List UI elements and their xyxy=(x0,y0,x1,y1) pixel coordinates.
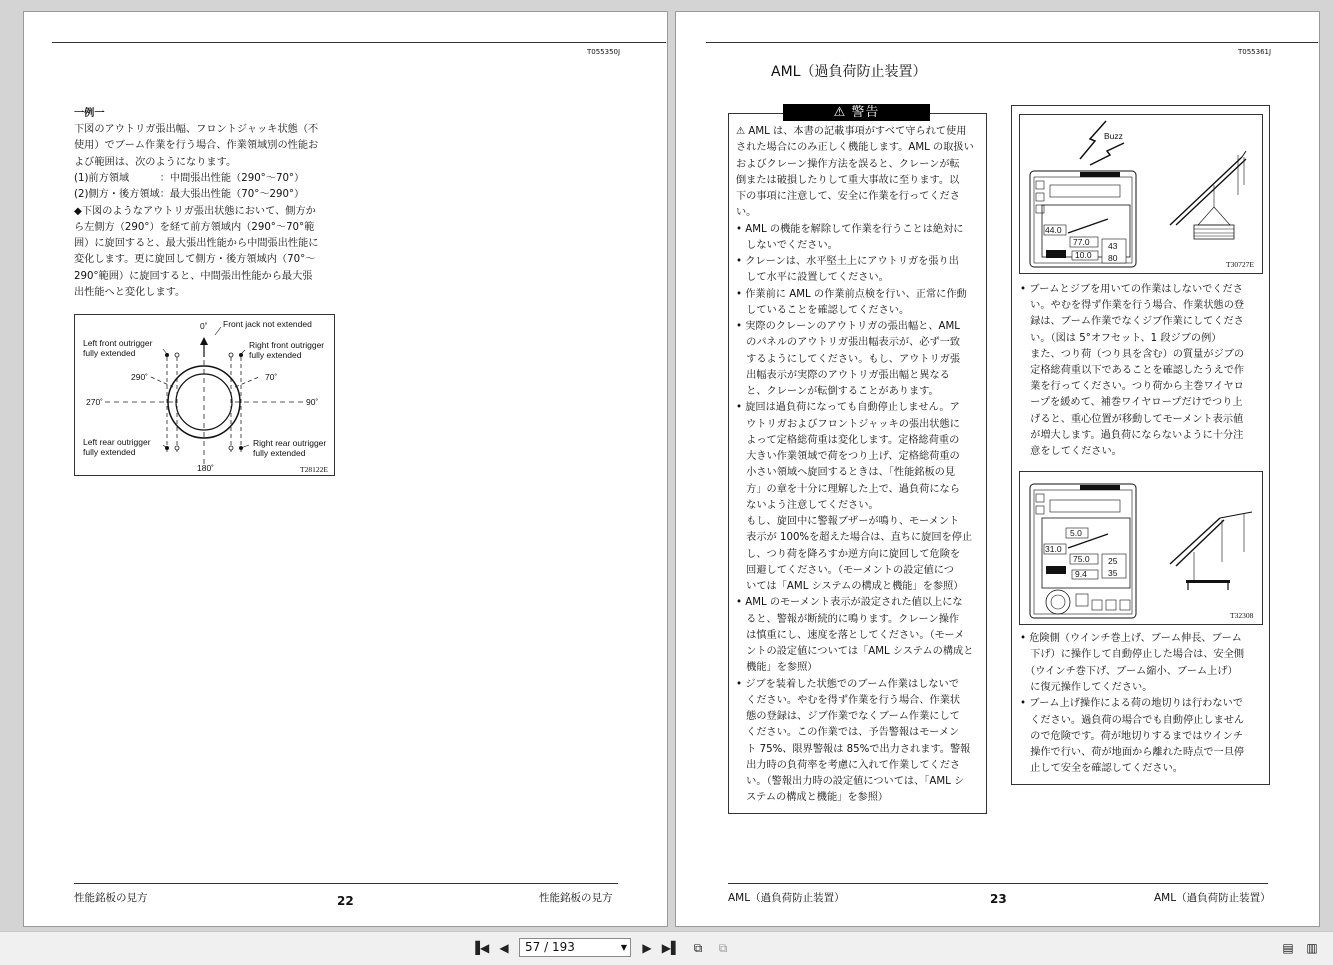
footer-right: AML（過負荷防止装置） xyxy=(1154,892,1271,904)
text-line: 録は、ブーム作業でなくジブ作業にしてくださ xyxy=(1020,316,1244,328)
page-title: AML（過負荷防止装置） xyxy=(771,64,927,80)
text-line: しないでください。 xyxy=(736,239,838,251)
text-line: • 旋回は過負荷になっても自動停止しません。ア xyxy=(736,402,960,414)
text-line: に復元操作してください。 xyxy=(1020,681,1153,693)
right-front-outrigger-label-2: fully extended xyxy=(249,350,302,360)
text-line: 出幅表示が実際のアウトリガ張出幅と異なる xyxy=(736,369,950,381)
text-line: していることを確認してください。 xyxy=(736,304,910,316)
text-line: およびクレーン操作方法を誤ると、クレーンが転 xyxy=(736,158,960,170)
text-line: 下の事項に注意して、安全に作業を行ってくださ xyxy=(736,191,960,202)
display-value: 25 xyxy=(1108,556,1118,566)
page-number: 23 xyxy=(990,892,1007,906)
text-line: のパネルのアウトリガ張出幅表示が、必ず一致 xyxy=(736,337,961,349)
left-front-outrigger-label-2: fully extended xyxy=(83,348,136,358)
text-line: よって定格総荷重は変化します。定格総荷重の xyxy=(736,434,960,446)
display-value: 75.0 xyxy=(1073,554,1090,564)
text-line: 定格総荷重以下であることを確認したうえで作 xyxy=(1020,365,1245,376)
left-page xyxy=(23,11,668,927)
doc-id: T055361J xyxy=(1238,48,1272,56)
text-line: • 作業前に AML の作業前点検を行い、正常に作動 xyxy=(736,288,967,300)
footer-rule xyxy=(74,883,618,884)
text-line: ので危険です。荷が地切りするまではウインチ xyxy=(1020,730,1244,742)
page-number: 22 xyxy=(337,894,354,908)
footer-left: 性能銘板の見方 xyxy=(74,892,148,904)
outrigger-diagram xyxy=(75,315,334,475)
text-line: ◆下図のようなアウトリガ張出状態において、側方か xyxy=(74,205,316,217)
single-page-view-icon[interactable]: ▤ xyxy=(1282,941,1294,955)
prev-page-icon[interactable]: ◀ xyxy=(499,941,509,955)
text-line: • ジブを装着した状態でのブーム作業はしないで xyxy=(736,678,959,690)
left-front-outrigger-label-1: Left front outrigger xyxy=(83,338,153,348)
text-line: • 危険側（ウインチ巻上げ、ブーム伸長、ブーム xyxy=(1020,633,1242,644)
text-line: して水平に設置してください。 xyxy=(736,272,889,284)
text-line: は慎重にし、速度を落としてください。（モーメ xyxy=(736,629,965,641)
text-line: もし、旋回中に警報ブザーが鳴り、モーメント xyxy=(736,516,960,527)
display-value: 10.0 xyxy=(1075,250,1092,260)
text-line: (2)側方・後方領域：最大張出性能（70°～290°） xyxy=(74,189,305,201)
warning-banner: ⚠ 警告 xyxy=(783,104,930,121)
header-rule xyxy=(706,42,1318,43)
text-line: • ブーム上げ操作による荷の地切りは行わないで xyxy=(1020,698,1243,710)
text-line: ら左側方（290°）を経て前方領域内（290°～70°範 xyxy=(74,221,315,233)
text-line: 変化します。更に旋回して側方・後方領域内（70°～ xyxy=(74,254,316,266)
text-line: 小さい領域へ旋回するときは、「性能銘板の見 xyxy=(736,467,956,479)
text-line: ると、警報が断続的に鳴ります。クレーン操作 xyxy=(736,613,960,625)
display-value: 31.0 xyxy=(1045,544,1062,554)
text-line: が増大します。過負荷にならないように十分注 xyxy=(1020,429,1244,441)
display-value: 80 xyxy=(1108,253,1118,263)
text-line: • ブームとジブを用いての作業はしないでくださ xyxy=(1020,284,1243,295)
text-line: • AML のモーメント表示が設定された値以上にな xyxy=(736,597,963,609)
first-page-icon[interactable]: ▐◀ xyxy=(470,941,490,955)
text-line: ウトリガおよびフロントジャッキの張出状態に xyxy=(736,418,960,430)
text-line: また、つり荷（つり具を含む）の質量がジブの xyxy=(1020,348,1245,360)
text-line: と、クレーンが転倒することがあります。 xyxy=(736,386,939,397)
figure-number: T28122E xyxy=(300,465,328,474)
text-line: 大きい作業領域で荷をつり上げ、定格総荷重の xyxy=(736,451,960,462)
text-line: 方」の章を十分に理解した上で、過負荷になら xyxy=(736,483,960,495)
angle-270-label: 270˚ xyxy=(86,397,104,407)
aml-panel-figure-2 xyxy=(1019,471,1263,625)
text-line: い。（図は 5°オフセット、1 段ジブの例） xyxy=(1020,332,1222,344)
text-line: ト 75%、限界警報は 85%で出力されます。警報 xyxy=(736,743,971,755)
text-line: 操作で行い、荷が地面から離れた時点で一旦停 xyxy=(1020,747,1245,759)
last-page-icon[interactable]: ▶▌ xyxy=(661,941,681,955)
chevron-down-icon: ▼ xyxy=(620,943,627,952)
two-page-view-icon[interactable]: ▥ xyxy=(1306,941,1318,955)
text-line: い。（警報出力時の設定値については、「AML シ xyxy=(736,776,965,787)
pdf-toolbar xyxy=(0,931,1333,965)
text-line: するようにしてください。もし、アウトリガ張 xyxy=(736,353,961,365)
text-line: ください。やむを得ず作業を行う場合、作業状 xyxy=(736,694,961,706)
angle-180-label: 180˚ xyxy=(197,463,215,473)
text-line: 使用）でブーム作業を行う場合、作業領域別の性能お xyxy=(74,140,319,152)
example-heading: 一例一 xyxy=(74,108,105,119)
display-value: 35 xyxy=(1108,568,1118,578)
text-line: 止して安全を確認してください。 xyxy=(1020,763,1183,775)
text-line: し、つり荷を降ろすか逆方向に旋回して危険を xyxy=(736,548,961,560)
text-line: ステムの構成と機能」を参照） xyxy=(736,792,889,804)
front-jack-label: Front jack not extended xyxy=(223,319,312,329)
text-line: よび範囲は、次のようになります。 xyxy=(74,156,237,168)
text-line: ⚠ AML は、本書の記載事項がすべて守られて使用 xyxy=(736,126,967,137)
text-line: ください。過負荷の場合でも自動停止しません xyxy=(1020,714,1245,726)
text-line: ントの設定値については「AML システムの構成と xyxy=(736,646,974,657)
text-line: 290°範囲）に旋回すると、中間張出性能から最大張 xyxy=(74,270,313,282)
figure-number: T30727E xyxy=(1226,260,1254,269)
copy-icon[interactable]: ⧉ xyxy=(718,940,728,955)
right-front-outrigger-label-1: Right front outrigger xyxy=(249,340,325,350)
right-page xyxy=(675,11,1320,927)
display-value: 77.0 xyxy=(1073,237,1090,247)
buzz-label: Buzz xyxy=(1104,131,1123,141)
text-line: ープを緩めて、補巻ワイヤロープだけでつり上 xyxy=(1020,397,1243,409)
footer-right: 性能銘板の見方 xyxy=(539,892,613,904)
rotate-icon[interactable]: ⧉ xyxy=(693,940,703,955)
text-line: 倒または破損したりして重大事故に至ります。以 xyxy=(736,174,960,186)
text-line: 出性能へと変化します。 xyxy=(74,287,186,298)
text-line: (1)前方領域 ：中間張出性能（290°～70°） xyxy=(74,172,305,184)
text-line: 囲）に旋回すると、最大張出性能から中間張出性能に xyxy=(74,238,319,250)
footer-left: AML（過負荷防止装置） xyxy=(728,892,845,904)
header-rule xyxy=(52,42,666,43)
outrigger-figure xyxy=(74,314,335,476)
text-line: （ウインチ巻下げ、ブーム縮小、ブーム上げ） xyxy=(1020,665,1238,677)
text-line: 下げ）に操作して自動停止した場合は、安全側 xyxy=(1020,649,1245,661)
doc-id: T055350J xyxy=(587,48,621,56)
text-line: • 実際のクレーンのアウトリガの張出幅と、AML xyxy=(736,321,960,332)
text-line: 意をしてください。 xyxy=(1020,446,1122,457)
text-line: い。 xyxy=(736,207,757,219)
next-page-icon[interactable]: ▶ xyxy=(642,941,652,955)
text-line: 下図のアウトリガ張出幅、フロントジャッキ状態（不 xyxy=(74,124,319,135)
text-line: 出力時の負荷率を考慮に入れて作業してくださ xyxy=(736,759,961,771)
left-rear-outrigger-label-2: fully extended xyxy=(83,447,136,457)
aml-panel-figure-1 xyxy=(1019,114,1263,274)
text-line: • AML の機能を解除して作業を行うことは絶対に xyxy=(736,223,964,235)
text-line: 態の登録は、ジブ作業でなくブーム作業にして xyxy=(736,711,960,722)
display-value: 5.0 xyxy=(1070,528,1082,538)
text-line: された場合にのみ正しく機能します。AML の取扱い xyxy=(736,142,974,154)
text-line: 回避してください。（モーメントの設定値につ xyxy=(736,564,954,576)
text-line: 業を行ってください。つり荷から主巻ワイヤロ xyxy=(1020,381,1244,393)
text-line: ないよう注意してください。 xyxy=(736,499,879,511)
text-line: げると、重心位置が移動してモーメント表示値 xyxy=(1020,413,1244,425)
page-number-value: 57 / 193 xyxy=(525,940,575,954)
text-line: ください。この作業では、予告警報はモーメン xyxy=(736,727,960,739)
left-rear-outrigger-label-1: Left rear outrigger xyxy=(83,437,151,447)
angle-0-label: 0˚ xyxy=(200,321,208,331)
display-value: 44.0 xyxy=(1045,225,1062,235)
footer-rule xyxy=(728,883,1268,884)
angle-70-label: 70˚ xyxy=(265,372,278,382)
right-rear-outrigger-label-1: Right rear outrigger xyxy=(253,438,327,448)
text-line: • クレーンは、水平堅土上にアウトリガを張り出 xyxy=(736,256,959,267)
angle-290-label: 290˚ xyxy=(131,372,149,382)
text-line: 表示が 100%を超えた場合は、直ちに旋回を停止 xyxy=(736,532,973,544)
text-line: いては「AML システムの構成と機能」を参照） xyxy=(736,581,964,592)
page-number-select[interactable] xyxy=(519,938,631,957)
right-rear-outrigger-label-2: fully extended xyxy=(253,448,306,458)
display-value: 43 xyxy=(1108,241,1118,251)
display-value: 9.4 xyxy=(1075,569,1087,579)
text-line: 機能」を参照） xyxy=(736,662,818,674)
angle-90-label: 90˚ xyxy=(306,397,319,407)
text-line: い。やむを得ず作業を行う場合、作業状態の登 xyxy=(1020,300,1245,312)
figure-number: T32308 xyxy=(1230,611,1254,620)
